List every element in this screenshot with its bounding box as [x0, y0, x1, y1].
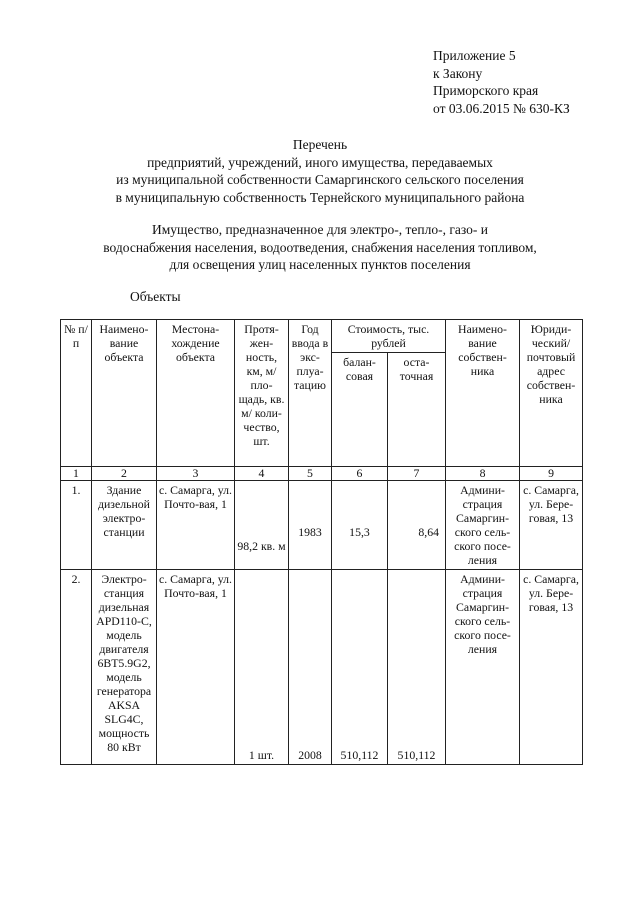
cell-owner: Админи-страция Самаргин-ского сель-ского посе-ления [446, 481, 520, 570]
header-length: Протя-жен-ность, км, м/ пло-щадь, кв. м/ коли-чество, шт. [235, 320, 289, 467]
table-row [61, 481, 583, 570]
column-number-row [61, 467, 583, 481]
column-number: 6 [332, 467, 388, 481]
cell-balance: 510,112 [332, 570, 388, 765]
document-title [60, 136, 580, 206]
cell-address: с. Самарга, ул. Бере-говая, 13 [520, 481, 583, 570]
appendix-line: Приморского края [433, 83, 539, 98]
title-line: предприятий, учреждений, иного имущества, передаваемых [147, 154, 493, 170]
column-number: 8 [446, 467, 520, 481]
cell-owner: Админи-страция Самаргин-ского сель-ского посе-ления [446, 570, 520, 765]
column-number: 5 [289, 467, 332, 481]
title-line: Перечень [292, 137, 348, 152]
title-line: из муниципальной собственности Самаргинского сельского поселения [116, 172, 524, 187]
appendix-line: к Закону [433, 65, 483, 81]
section-label: Объекты [130, 289, 181, 304]
cell-length: 98,2 кв. м [235, 481, 289, 570]
table-row [61, 570, 583, 765]
cell-location: с. Самарга, ул. Почто-вая, 1 [157, 481, 235, 570]
cell-year: 1983 [289, 481, 332, 570]
cell-name: Здание дизельной электро-станции [92, 481, 157, 570]
header-num: № п/п [61, 320, 92, 467]
cell-name: Электро-станция дизельная APD110-C, модель двигателя 6BT5.9G2, модель генератора AKSA SLG4C, мощность 80 кВт [92, 570, 157, 765]
cell-residual: 510,112 [388, 570, 446, 765]
header-cost-residual: оста-точная [388, 353, 446, 467]
title-line: в муниципальную собственность Тернейского муниципального района [115, 189, 525, 205]
column-number: 4 [235, 467, 289, 481]
column-number: 3 [157, 467, 235, 481]
column-number: 2 [92, 467, 157, 481]
appendix-line: от 03.06.2015 № 630-КЗ [433, 100, 570, 116]
header-owner: Наимено-вание собствен-ника [446, 320, 520, 467]
subtitle-line: для освещения улиц населенных пунктов поселения [169, 257, 471, 272]
cell-num: 1. [61, 481, 92, 570]
column-number: 7 [388, 467, 446, 481]
subtitle-line: водоснабжения населения, водоотведения, снабжения населения топливом, [103, 239, 537, 255]
appendix-line: Приложение 5 [433, 48, 516, 63]
header-row [61, 320, 583, 353]
cell-balance: 15,3 [332, 481, 388, 570]
column-number: 1 [61, 467, 92, 481]
header-owner-address: Юриди-ческий/ почтовый адрес собствен-ника [520, 320, 583, 467]
header-year: Год ввода в экс-плуа-тацию [289, 320, 332, 467]
cell-address: с. Самарга, ул. Бере-говая, 13 [520, 570, 583, 765]
cell-residual: 8,64 [388, 481, 446, 570]
cell-length: 1 шт. [235, 570, 289, 765]
document-subtitle [60, 221, 580, 274]
cell-location: с. Самарга, ул. Почто-вая, 1 [157, 570, 235, 765]
column-number: 9 [520, 467, 583, 481]
header-cost-balance: балан-совая [332, 353, 388, 467]
header-name: Наимено-вание объекта [92, 320, 157, 467]
objects-table [60, 319, 583, 765]
subtitle-line: Имущество, предназначенное для электро-, тепло-, газо- и [152, 222, 488, 237]
cell-num: 2. [61, 570, 92, 765]
cell-year: 2008 [289, 570, 332, 765]
header-cost-group: Стоимость, тыс. рублей [332, 320, 446, 353]
appendix-header [433, 47, 570, 117]
header-location: Местона-хождение объекта [157, 320, 235, 467]
